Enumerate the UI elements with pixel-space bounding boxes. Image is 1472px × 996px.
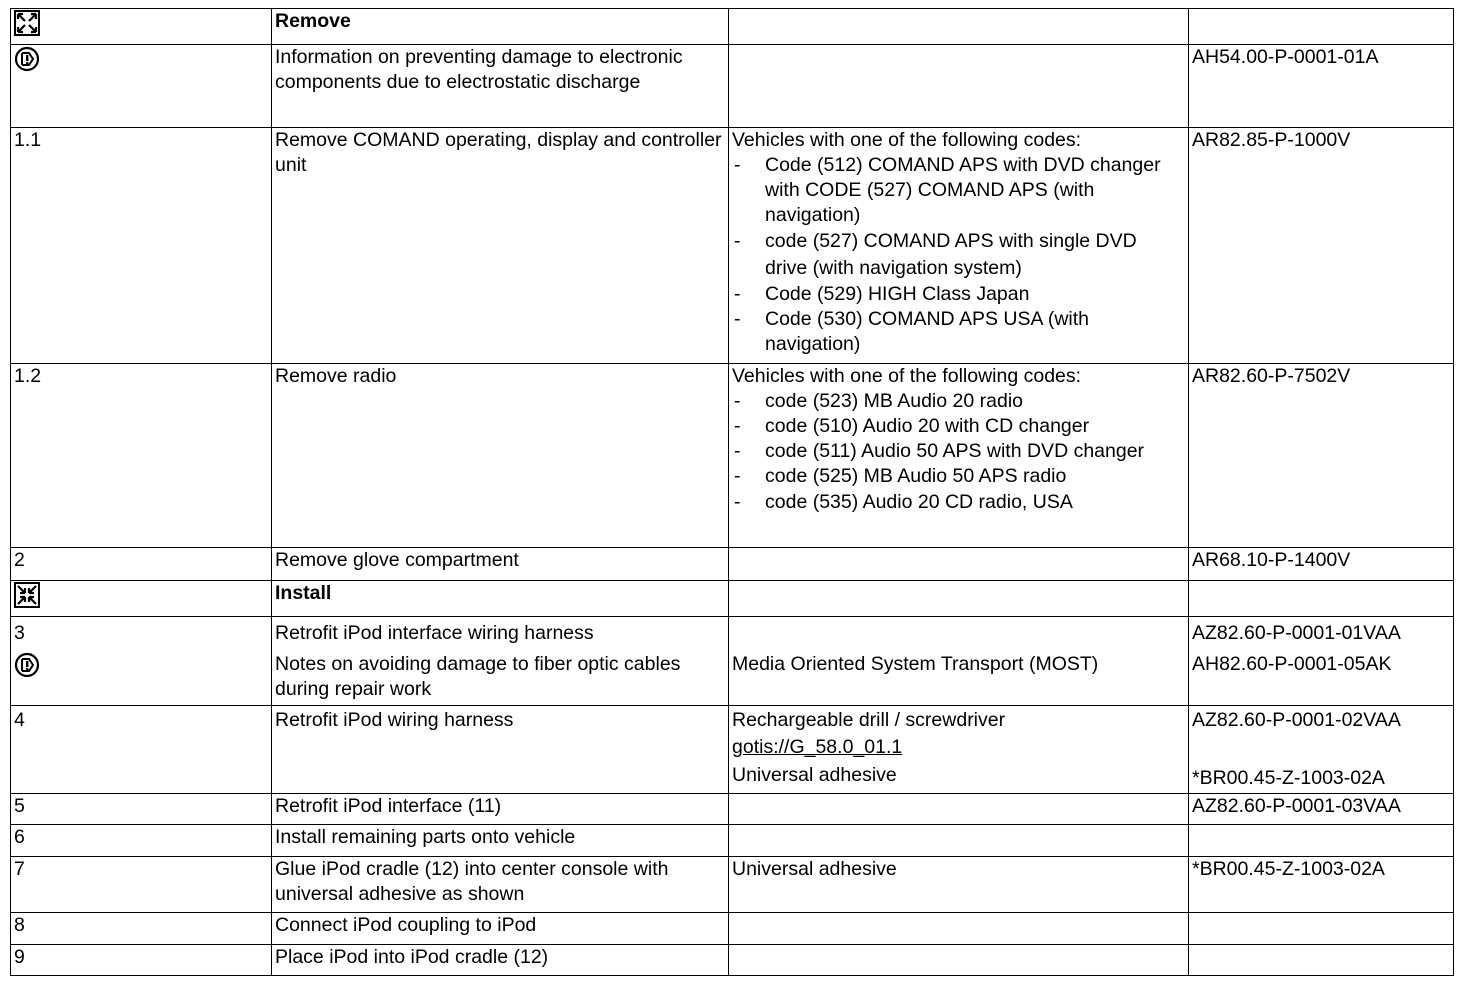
list-item: - code (523) MB Audio 20 radio	[732, 389, 1184, 414]
reference-link[interactable]: AZ82.60-P-0001-02VAA	[1192, 709, 1401, 731]
note-condition: Media Oriented System Transport (MOST)	[732, 653, 1099, 675]
step-number: 8	[11, 913, 272, 945]
condition-cell	[729, 706, 1189, 794]
reference-cell	[1189, 617, 1454, 706]
section-title: Remove	[272, 9, 729, 45]
reference-link[interactable]: AH82.60-P-0001-05AK	[1192, 653, 1392, 675]
table-row	[11, 794, 1454, 825]
table-row	[11, 128, 1454, 364]
code-list	[732, 389, 1184, 516]
reference-link[interactable]: AR82.60-P-7502V	[1189, 364, 1454, 548]
list-item: - Code (512) COMAND APS with DVD changer with CODE (527) COMAND APS (with navigation)	[732, 153, 1184, 228]
reference-link[interactable]: AZ82.60-P-0001-03VAA	[1189, 794, 1454, 825]
gotis-link[interactable]: gotis://G_58.0_01.1	[732, 736, 903, 758]
step-description: Glue iPod cradle (12) into center console with universal adhesive as shown	[272, 857, 729, 913]
step-number: 1.2	[11, 364, 272, 548]
table-row	[11, 913, 1454, 945]
step-number: 9	[11, 945, 272, 976]
reference-link[interactable]: AR68.10-P-1400V	[1189, 548, 1454, 581]
table-row	[11, 706, 1454, 794]
step-cell	[11, 581, 272, 617]
step-description: Install remaining parts onto vehicle	[272, 825, 729, 857]
section-title: Install	[272, 581, 729, 617]
table-row	[11, 45, 1454, 128]
step-description: Retrofit iPod interface (11)	[272, 794, 729, 825]
step-cell	[11, 9, 272, 45]
step-description: Retrofit iPod interface wiring harness Notes on avoiding damage to fiber optic cables during repair work	[272, 617, 729, 706]
caution-icon	[14, 652, 267, 678]
condition-cell	[729, 617, 1189, 706]
list-item: - code (527) COMAND APS with single DVD drive (with navigation system)	[732, 228, 1184, 282]
step-number: 6	[11, 825, 272, 857]
list-item: - code (535) Audio 20 CD radio, USA	[732, 489, 1184, 516]
caution-icon	[14, 46, 267, 72]
table-row	[11, 857, 1454, 913]
list-item: - code (525) MB Audio 50 APS radio	[732, 464, 1184, 489]
step-number: 4	[11, 706, 272, 794]
condition-cell	[729, 128, 1189, 364]
tool-name: Rechargeable drill / screwdriver	[732, 709, 1006, 731]
reference-cell	[1189, 706, 1454, 794]
step-description: Remove COMAND operating, display and controller unit	[272, 128, 729, 364]
condition-cell: Universal adhesive	[729, 857, 1189, 913]
step-number: 1.1	[11, 128, 272, 364]
step-description: Remove radio	[272, 364, 729, 548]
table-row	[11, 364, 1454, 548]
adhesive-name: Universal adhesive	[732, 764, 897, 786]
procedure-table	[10, 8, 1454, 976]
step-number: 3	[14, 622, 25, 644]
install-arrows-icon	[14, 582, 267, 608]
reference-link[interactable]: AR82.85-P-1000V	[1189, 128, 1454, 364]
step-number: 5	[11, 794, 272, 825]
step-number: 7	[11, 857, 272, 913]
step-description: Place iPod into iPod cradle (12)	[272, 945, 729, 976]
reference-link[interactable]: *BR00.45-Z-1003-02A	[1192, 767, 1385, 789]
step-description: Information on preventing damage to electronic components due to electrostatic discharge	[272, 45, 729, 128]
step-number: 2	[11, 548, 272, 581]
condition-title: Vehicles with one of the following codes:	[732, 129, 1082, 151]
list-item: - Code (529) HIGH Class Japan	[732, 282, 1184, 307]
list-item: - code (511) Audio 50 APS with DVD changer	[732, 439, 1184, 464]
table-row	[11, 9, 1454, 45]
table-row	[11, 581, 1454, 617]
reference-link[interactable]: AZ82.60-P-0001-01VAA	[1192, 622, 1401, 644]
list-item: - Code (530) COMAND APS USA (with navigation)	[732, 307, 1184, 357]
table-row	[11, 945, 1454, 976]
table-row	[11, 825, 1454, 857]
step-description: Retrofit iPod wiring harness	[272, 706, 729, 794]
table-row	[11, 617, 1454, 706]
step-cell	[11, 617, 272, 706]
remove-arrows-icon	[14, 10, 267, 36]
condition-cell	[729, 364, 1189, 548]
step-description: Connect iPod coupling to iPod	[272, 913, 729, 945]
reference-link[interactable]: AH54.00-P-0001-01A	[1189, 45, 1454, 128]
step-cell	[11, 45, 272, 128]
step-description: Remove glove compartment	[272, 548, 729, 581]
table-row	[11, 548, 1454, 581]
code-list	[732, 153, 1184, 357]
reference-link[interactable]: *BR00.45-Z-1003-02A	[1189, 857, 1454, 913]
condition-title: Vehicles with one of the following codes:	[732, 365, 1082, 387]
list-item: - code (510) Audio 20 with CD changer	[732, 414, 1184, 439]
note-text: Notes on avoiding damage to fiber optic cables during repair work	[275, 653, 681, 700]
